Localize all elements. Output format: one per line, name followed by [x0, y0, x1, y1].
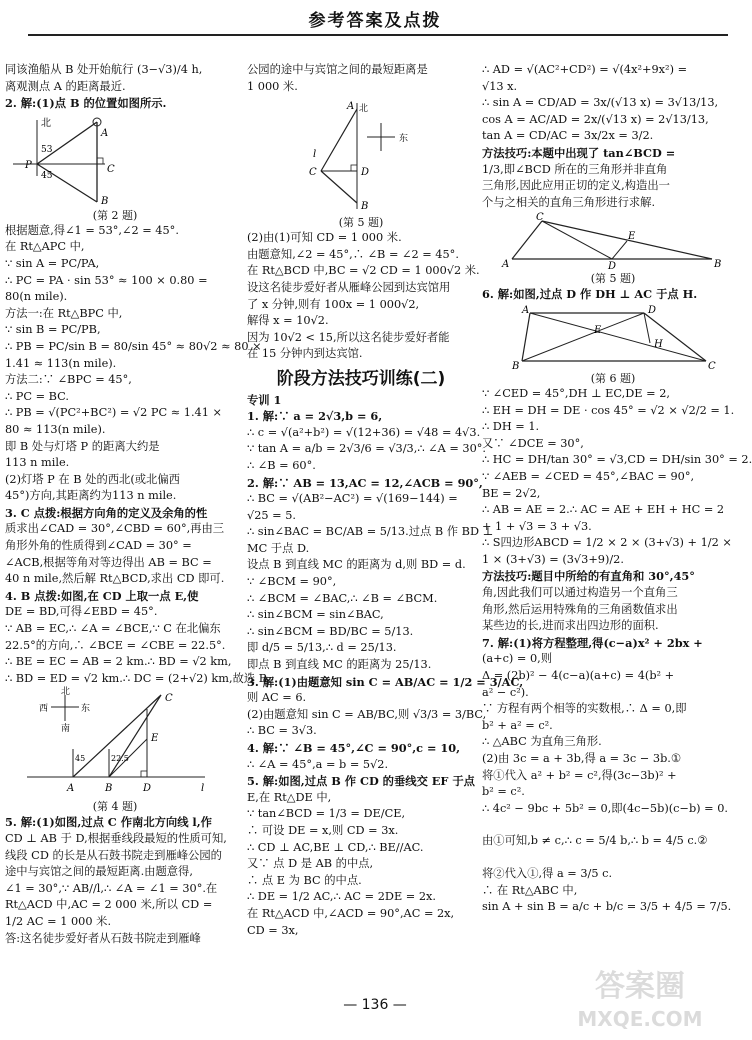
- text-line: 1/2 AC = 1 000 米.: [5, 914, 112, 928]
- fig-label: C: [107, 163, 115, 175]
- text-line: ∴ △ABC 为直角三角形.: [482, 735, 602, 749]
- text-line: (a+c) = 0,则: [482, 652, 553, 666]
- text-line: ∵ tan A = a/b = 2√3/6 = √3/3,∴ ∠A = 30°.: [247, 442, 486, 456]
- text-line: 1 × (3+√3) = (3√3+9)/2.: [482, 552, 624, 566]
- text-line: 5. 解:如图,过点 B 作 CD 的垂线交 EF 于点: [247, 774, 475, 789]
- fig-label: A: [67, 783, 75, 795]
- text-line: 方法一:在 Rt△BPC 中,: [5, 306, 123, 320]
- text-line: 线段 CD 的长是从石鼓书院走到雁峰公园的: [5, 848, 222, 862]
- text-line: ∴ S四边形ABCD = 1/2 × 2 × (3+√3) + 1/2 ×: [482, 536, 732, 550]
- text-line: 4. B 点拨:如图,在 CD 上取一点 E,使: [5, 588, 199, 603]
- text-line: ∴ 在 Rt△ABC 中,: [482, 883, 578, 897]
- text-line: 解得 x = 10√2.: [247, 314, 329, 328]
- figure-6-diagram: [482, 304, 732, 372]
- text-line: 方法技巧:题目中所给的有直角和 30°,45°: [482, 569, 695, 584]
- text-line: 质求出∠CAD = 30°,∠CBD = 60°,再由三: [5, 522, 225, 536]
- text-line: b² = c².: [482, 785, 525, 799]
- fig-label: H: [654, 338, 663, 350]
- text-line: 在 15 分钟内到达宾馆.: [247, 347, 363, 361]
- text-line: 2. 解:∵ AB = 13,AC = 12,∠ACB = 90°,: [247, 475, 483, 490]
- text-line: ∴ ∠A = 45°,a = b = 5√2.: [247, 757, 389, 771]
- text-line: tan A = CD/AC = 3x/2x = 3/2.: [482, 129, 654, 143]
- text-line: ∴ AB = AE = 2.∴ AC = AE + EH + HC = 2: [482, 503, 725, 517]
- section-title: 阶段方法技巧训练(二): [276, 368, 446, 389]
- fig-label: D: [648, 304, 657, 316]
- text-line: ∵ sin A = PC/PA,: [5, 256, 100, 270]
- text-line: 设点 B 到直线 MC 的距离为 d,则 BD = d.: [247, 558, 466, 572]
- text-line: ∵ AB = EC,∴ ∠A = ∠BCE,∵ C 在北偏东: [5, 622, 221, 636]
- text-line: 公园的途中与宾馆之间的最短距离是: [247, 63, 428, 76]
- text-line: 40 n mile,然后解 Rt△BCD,求出 CD 即可.: [5, 572, 225, 586]
- text-line: 即 d/5 = 5/13,∴ d = 25/13.: [247, 641, 397, 655]
- text-line: 又∵ ∠DCE = 30°,: [482, 436, 584, 450]
- text-line: 专训 1: [247, 392, 282, 407]
- text-line: ∴ PB = PC/sin B = 80/sin 45° ≈ 80√2 ≈ 80 ×: [5, 339, 262, 353]
- fig-label: D: [608, 261, 617, 273]
- fig-label: C: [309, 167, 317, 179]
- text-line: 因为 10√2 < 15,所以这名徒步爱好者能: [247, 330, 450, 344]
- fig-label: l: [313, 149, 317, 161]
- text-line: ∴ BE = EC = AB = 2 km.∴ BD = √2 km,: [5, 655, 232, 669]
- fig-label: 45: [41, 170, 53, 181]
- figure-caption: (第 5 题): [590, 272, 636, 286]
- text-line: sin A + sin B = a/c + b/c = 3/5 + 4/5 = 7/5.: [482, 900, 732, 914]
- text-line: ∴ 可设 DE = x,则 CD = 3x.: [247, 823, 399, 837]
- text-line: ∴ BC = √(AB²−AC²) = √(169−144) =: [247, 492, 458, 506]
- fig-label: E: [594, 324, 602, 336]
- text-line: 在 Rt△ACD 中,∠ACD = 90°,AC = 2x,: [247, 906, 455, 920]
- figure-2-diagram: [5, 114, 155, 206]
- text-line: 角形外角的性质得到∠CAD = 30° =: [5, 539, 192, 553]
- figure-5-diagram: [247, 97, 427, 213]
- text-line: ∴ EH = DH = DE · cos 45° = √2 × √2/2 = 1.: [482, 403, 735, 417]
- text-line: CD ⊥ AB 于 D,根据垂线段最短的性质可知,: [5, 832, 227, 845]
- text-line: 方法技巧:本题中出现了 tan∠BCD =: [482, 145, 676, 160]
- watermark-text: 答案圈: [595, 969, 685, 1004]
- fig-label: E: [628, 231, 636, 243]
- fig-label: 西: [39, 704, 49, 715]
- text-line: b² + a² = c².: [482, 718, 553, 732]
- text-line: 角形,然后运用特殊角的三角函数值求出: [482, 602, 678, 616]
- text-line: 角,因此我们可以通过构造另一个直角三: [482, 586, 678, 600]
- text-line: 个与之相关的直角三角形进行求解.: [482, 195, 656, 209]
- column-middle-top: [247, 62, 480, 363]
- text-line: 同该渔船从 B 处开始航行 (3−√3)/4 h,: [5, 63, 203, 76]
- text-line: ∵ 方程有两个相等的实数根,∴ Δ = 0,即: [482, 702, 687, 716]
- fig-label: 北: [41, 117, 51, 129]
- fig-label: A: [522, 304, 530, 316]
- text-line: ∴ c = √(a²+b²) = √(12+36) = √48 = 4√3.: [247, 425, 481, 439]
- text-line: E,在 Rt△DE 中,: [247, 790, 332, 804]
- text-line: ∴ AD = √(AC²+CD²) = √(4x²+9x²) =: [482, 63, 688, 76]
- text-line: [482, 850, 744, 866]
- text-line: ∴ BC = 3√3.: [247, 724, 317, 738]
- text-line: cos A = AC/AD = 2x/(√13 x) = 2√13/13,: [482, 112, 709, 126]
- text-line: ∴ HC = DH/tan 30° = √3,CD = DH/sin 30° = 2.: [482, 453, 752, 467]
- text-line: 答:这名徒步爱好者从石鼓书院走到雁峰: [5, 931, 201, 945]
- text-line: 即点 B 到直线 MC 的距离为 25/13.: [247, 658, 432, 672]
- text-line: 三角形,因此应用正切的定义,构造出一: [482, 179, 670, 193]
- text-line: ∴ PC = PA · sin 53° ≈ 100 × 0.80 =: [5, 273, 208, 287]
- fig-label: 北: [359, 104, 369, 115]
- figure-caption: (第 6 题): [590, 371, 636, 385]
- text-line: [482, 817, 744, 833]
- header-divider: [28, 34, 728, 36]
- fig-label: C: [708, 360, 716, 372]
- fig-label: B: [512, 360, 520, 372]
- figure-4-diagram: [5, 689, 215, 797]
- text-line: 离观测点 A 的距离最近.: [5, 79, 126, 93]
- text-line: 途中与宾馆之间的最短距离.由题意得,: [5, 865, 193, 879]
- text-line: 4. 解:∵ ∠B = 45°,∠C = 90°,c = 10,: [247, 741, 461, 755]
- figure-caption: (第 2 题): [92, 208, 138, 222]
- text-line: ∵ sin B = PC/PB,: [5, 323, 101, 337]
- text-line: (2)由(1)可知 CD = 1 000 米.: [247, 231, 402, 245]
- text-line: (2)由 3c = a + 3b,得 a = 3c − 3b.①: [482, 752, 682, 765]
- fig-label: C: [536, 212, 544, 224]
- fig-label: B: [714, 259, 722, 271]
- fig-label: 南: [61, 724, 71, 735]
- text-line: 1/3,即∠BCD 所在的三角形并非直角: [482, 162, 668, 176]
- fig-label: 45: [75, 754, 86, 764]
- figure-caption: (第 5 题): [338, 216, 384, 230]
- fig-label: A: [347, 101, 355, 113]
- text-line: 则 AC = 6.: [247, 691, 307, 705]
- fig-label: D: [143, 783, 152, 795]
- fig-label: E: [151, 733, 159, 745]
- text-line: + 1 + √3 = 3 + √3.: [482, 519, 592, 533]
- text-line: CD = 3x,: [247, 923, 299, 937]
- fig-label: 东: [399, 134, 409, 145]
- page-header: [0, 0, 750, 44]
- text-line: (2)灯塔 P 在 B 处的西北(或北偏西: [5, 472, 180, 486]
- text-line: 1 000 米.: [247, 79, 298, 93]
- text-line: ∴ 4c² − 9bc + 5b² = 0,即(4c−5b)(c−b) = 0.: [482, 801, 729, 815]
- page-number: — 136 —: [343, 997, 407, 1013]
- text-line: ∴ 点 E 为 BC 的中点.: [247, 873, 362, 887]
- text-line: ∴ BD = ED = √2 km.∴ DC = (2+√2) km,故选 B.: [5, 671, 271, 685]
- text-line: ∴ CD ⊥ AC,BE ⊥ CD,∴ BE//AC.: [247, 840, 424, 854]
- text-line: ∠ACB,根据等角对等边得出 AB = BC =: [5, 555, 212, 569]
- fig-label: B: [101, 195, 109, 207]
- figure-caption: (第 4 题): [92, 800, 138, 814]
- text-line: 又∵ 点 D 是 AB 的中点,: [247, 857, 374, 871]
- fig-label: A: [502, 259, 510, 271]
- page-title: 参考答案及点拨: [308, 11, 442, 31]
- text-line: BE = 2√2,: [482, 486, 541, 500]
- text-line: 2. 解:(1)点 B 的位置如图所示.: [5, 96, 167, 111]
- text-line: 在 Rt△BCD 中,BC = √2 CD = 1 000√2 米.: [247, 264, 480, 278]
- text-line: Rt△ACD 中,AC = 2 000 米,所以 CD =: [5, 898, 213, 912]
- text-line: MC 于点 D.: [247, 541, 310, 555]
- text-line: 方法二:∵ ∠BPC = 45°,: [5, 373, 132, 387]
- text-line: ∵ ∠BCM = 90°,: [247, 575, 337, 589]
- text-line: 将①代入 a² + b² = c²,得(3c−3b)² +: [482, 768, 677, 782]
- text-line: ∠1 = 30°,∵ AB//l,∴ ∠A = ∠1 = 30°.在: [5, 881, 218, 895]
- text-line: 即 B 处与灯塔 P 的距离大约是: [5, 439, 160, 453]
- text-line: 根据题意,得∠1 = 53°,∠2 = 45°.: [5, 223, 179, 237]
- text-line: 22.5°的方向,∴ ∠BCE = ∠CBE = 22.5°.: [5, 638, 226, 652]
- watermark-url: MXQE.COM: [577, 1007, 703, 1031]
- text-line: 5. 解:(1)如图,过点 C 作南北方向线 l,作: [5, 815, 212, 830]
- fig-label: D: [361, 167, 370, 179]
- fig-label: A: [101, 127, 109, 139]
- fig-label: 东: [81, 704, 91, 715]
- text-line: 将②代入①,得 a = 3/5 c.: [482, 866, 613, 880]
- fig-label: B: [361, 201, 369, 213]
- text-line: 了 x 分钟,则有 100x = 1 000√2,: [247, 297, 420, 311]
- fig-label: B: [105, 783, 113, 795]
- text-line: 80(n mile).: [5, 290, 68, 304]
- fig-label: 22.5: [111, 754, 129, 764]
- text-line: ∴ sin∠BCM = BD/BC = 5/13.: [247, 624, 414, 638]
- text-line: ∴ PB = √(PC²+BC²) = √2 PC ≈ 1.41 ×: [5, 406, 222, 420]
- text-line: 113 n mile.: [5, 456, 70, 470]
- text-line: ∵ ∠CED = 45°,DH ⊥ EC,DE = 2,: [482, 386, 670, 400]
- text-line: 3. C 点拨:根据方向角的定义及余角的性: [5, 505, 208, 520]
- text-line: √13 x.: [482, 79, 518, 93]
- text-line: ∴ ∠B = 60°.: [247, 458, 316, 472]
- watermark-logo: [540, 960, 740, 1036]
- fig-label: C: [165, 693, 173, 705]
- text-line: ∵ ∠AEB = ∠CED = 45°,∠BAC = 90°,: [482, 469, 695, 483]
- text-line: ∴ sin∠BAC = BC/AB = 5/13.过点 B 作 BD ⊥: [247, 525, 494, 539]
- text-line: 6. 解:如图,过点 D 作 DH ⊥ AC 于点 H.: [482, 287, 698, 302]
- text-line: (2)由题意知 sin C = AB/BC,则 √3/3 = 3/BC,: [247, 707, 487, 721]
- text-line: 7. 解:(1)将方程整理,得(c−a)x² + 2bx +: [482, 635, 703, 650]
- figure-5b-diagram: [482, 212, 732, 273]
- text-line: ∴ PC = BC.: [5, 389, 70, 403]
- text-line: 设这名徒步爱好者从雁峰公园到达宾馆用: [247, 280, 451, 294]
- text-line: a² − c²).: [482, 685, 529, 699]
- text-line: DE = BD,可得∠EBD = 45°.: [5, 605, 158, 619]
- text-line: ∴ sin∠BCM = sin∠BAC,: [247, 608, 384, 622]
- text-line: ∴ DH = 1.: [482, 420, 540, 434]
- text-line: Δ = (2b)² − 4(c−a)(a+c) = 4(b² +: [482, 669, 675, 683]
- text-line: 3. 解:(1)由题意知 sin C = AB/AC = 1/2 = 3/AC,: [247, 674, 524, 689]
- text-line: ∴ DE = 1/2 AC,∴ AC = 2DE = 2x.: [247, 890, 437, 904]
- text-line: 由题意知,∠2 = 45°,∴ ∠B = ∠2 = 45°.: [247, 247, 459, 261]
- fig-label: l: [201, 783, 205, 795]
- text-line: ∴ sin A = CD/AD = 3x/(√13 x) = 3√13/13,: [482, 96, 719, 110]
- fig-label: P: [25, 159, 32, 171]
- text-line: 某些边的长,进而求出四边形的面积.: [482, 619, 659, 633]
- fig-label: 北: [61, 687, 71, 698]
- column-right: [482, 62, 752, 972]
- text-line: 45°)方向,其距离约为113 n mile.: [5, 489, 177, 503]
- text-line: 由①可知,b ≠ c,∴ c = 5/4 b,∴ b = 4/5 c.②: [482, 834, 708, 848]
- text-line: 在 Rt△APC 中,: [5, 240, 85, 254]
- text-line: ∴ ∠BCM = ∠BAC,∴ ∠B = ∠BCM.: [247, 591, 438, 605]
- fig-label: 53: [41, 144, 53, 155]
- text-line: 1.41 ≈ 113(n mile).: [5, 356, 117, 370]
- text-line: 1. 解:∵ a = 2√3,b = 6,: [247, 409, 383, 424]
- text-line: ∵ tan∠BCD = 1/3 = DE/CE,: [247, 807, 406, 821]
- text-line: √25 = 5.: [247, 508, 296, 522]
- text-line: 80 ≈ 113(n mile).: [5, 422, 106, 436]
